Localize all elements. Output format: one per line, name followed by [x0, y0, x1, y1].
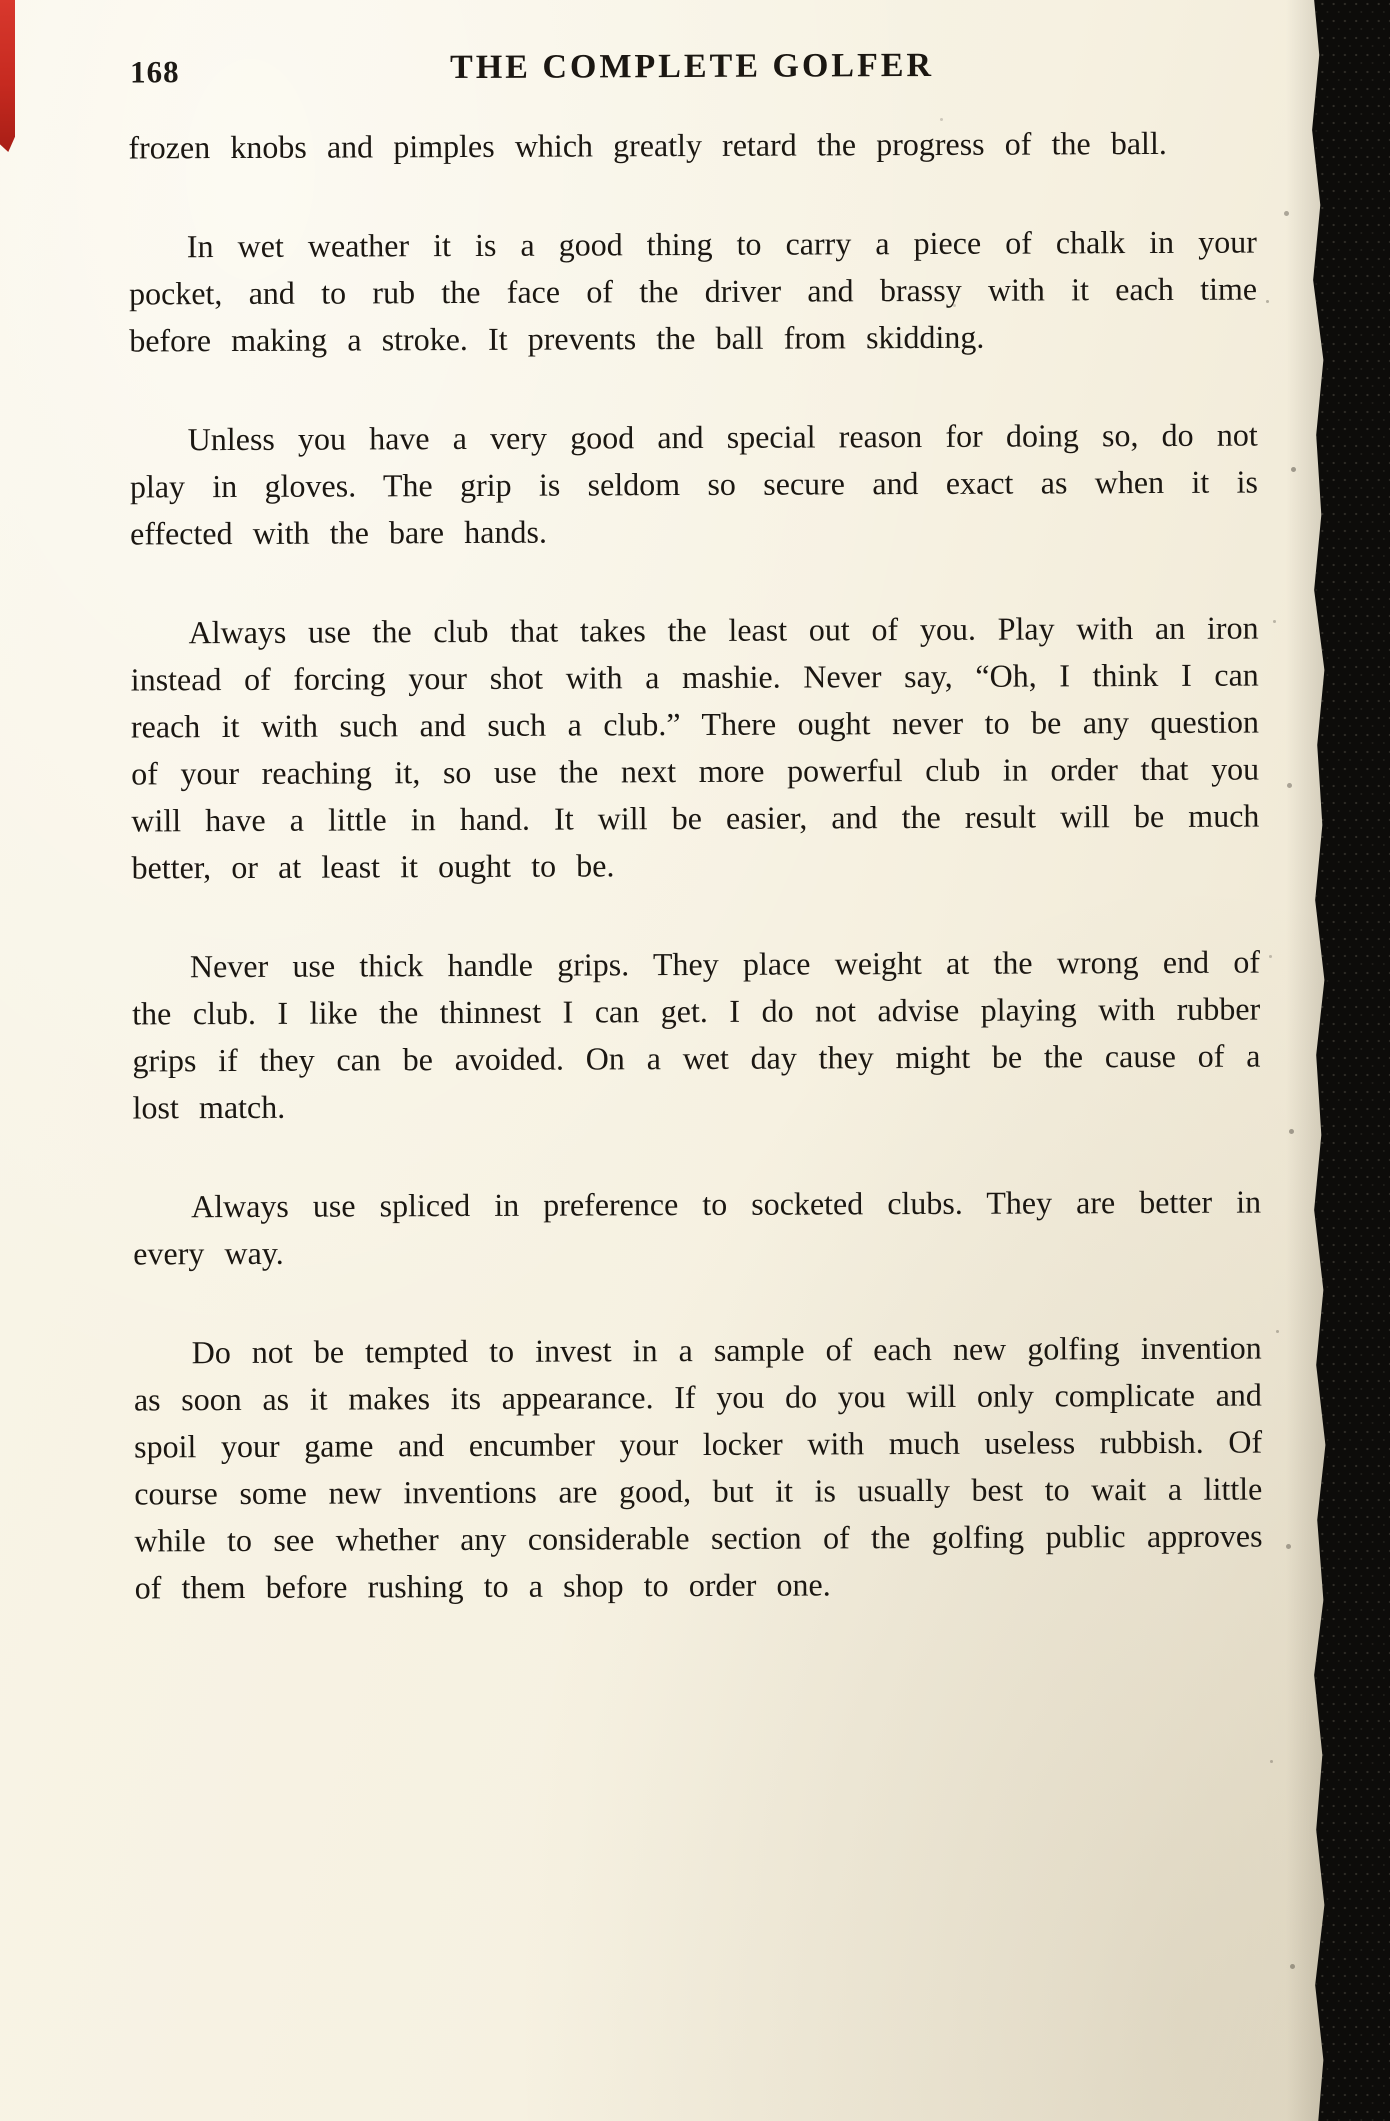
- paragraph: Always use the club that takes the least out of you. Play with an iron instead of forcing your shot with a mashie. Never say, “Oh, I think I can reach it with such and such a club.” There ought never to be any question of your reaching it, so use the next more powerful club in order that you will have a little in hand. It will be easier, and the result will be much better, or at least it ought to be.: [130, 609, 1260, 886]
- paragraph: In wet weather it is a good thing to carry a piece of chalk in your pocket, and to rub the face of the driver and brassy with it each time before making a stroke. It prevents the ball from skidding.: [128, 223, 1258, 359]
- paragraph: Unless you have a very good and special reason for doing so, do not play in gloves. The grip is seldom so secure and exact as when it is effected with the bare hands.: [129, 416, 1258, 552]
- red-binding-strip: [0, 0, 15, 152]
- page-edge-texture: [1308, 0, 1390, 2121]
- running-header: THE COMPLETE GOLFER: [450, 46, 935, 87]
- paragraph: Always use spliced in preference to socketed clubs. They are better in every way.: [133, 1183, 1262, 1272]
- body-text: [128, 120, 1262, 1612]
- page-content: [128, 46, 1263, 1612]
- scan-noise-specks: [0, 0, 3, 3]
- dark-page-edge: [1286, 0, 1390, 2121]
- paragraph: Do not be tempted to invest in a sample of each new golfing invention as soon as it makes its appearance. If you do you will only complicate and spoil your game and encumber your locker with much useless rubbish. Of course some new inventions are good, but it is usually best to wait a little while to see whether any considerable section of the golfing public approves of them before rushing to a shop to order one.: [133, 1329, 1263, 1606]
- page-header: [128, 46, 1256, 101]
- page-number: 168: [130, 54, 180, 90]
- paragraph: Never use thick handle grips. They place weight at the wrong end of the club. I like the thinnest I can get. I do not advise playing with rubber grips if they can be avoided. On a wet day they might be the cause of a lost match.: [132, 943, 1261, 1126]
- paragraph-continuation: frozen knobs and pimples which greatly retard the progress of the ball.: [128, 124, 1167, 166]
